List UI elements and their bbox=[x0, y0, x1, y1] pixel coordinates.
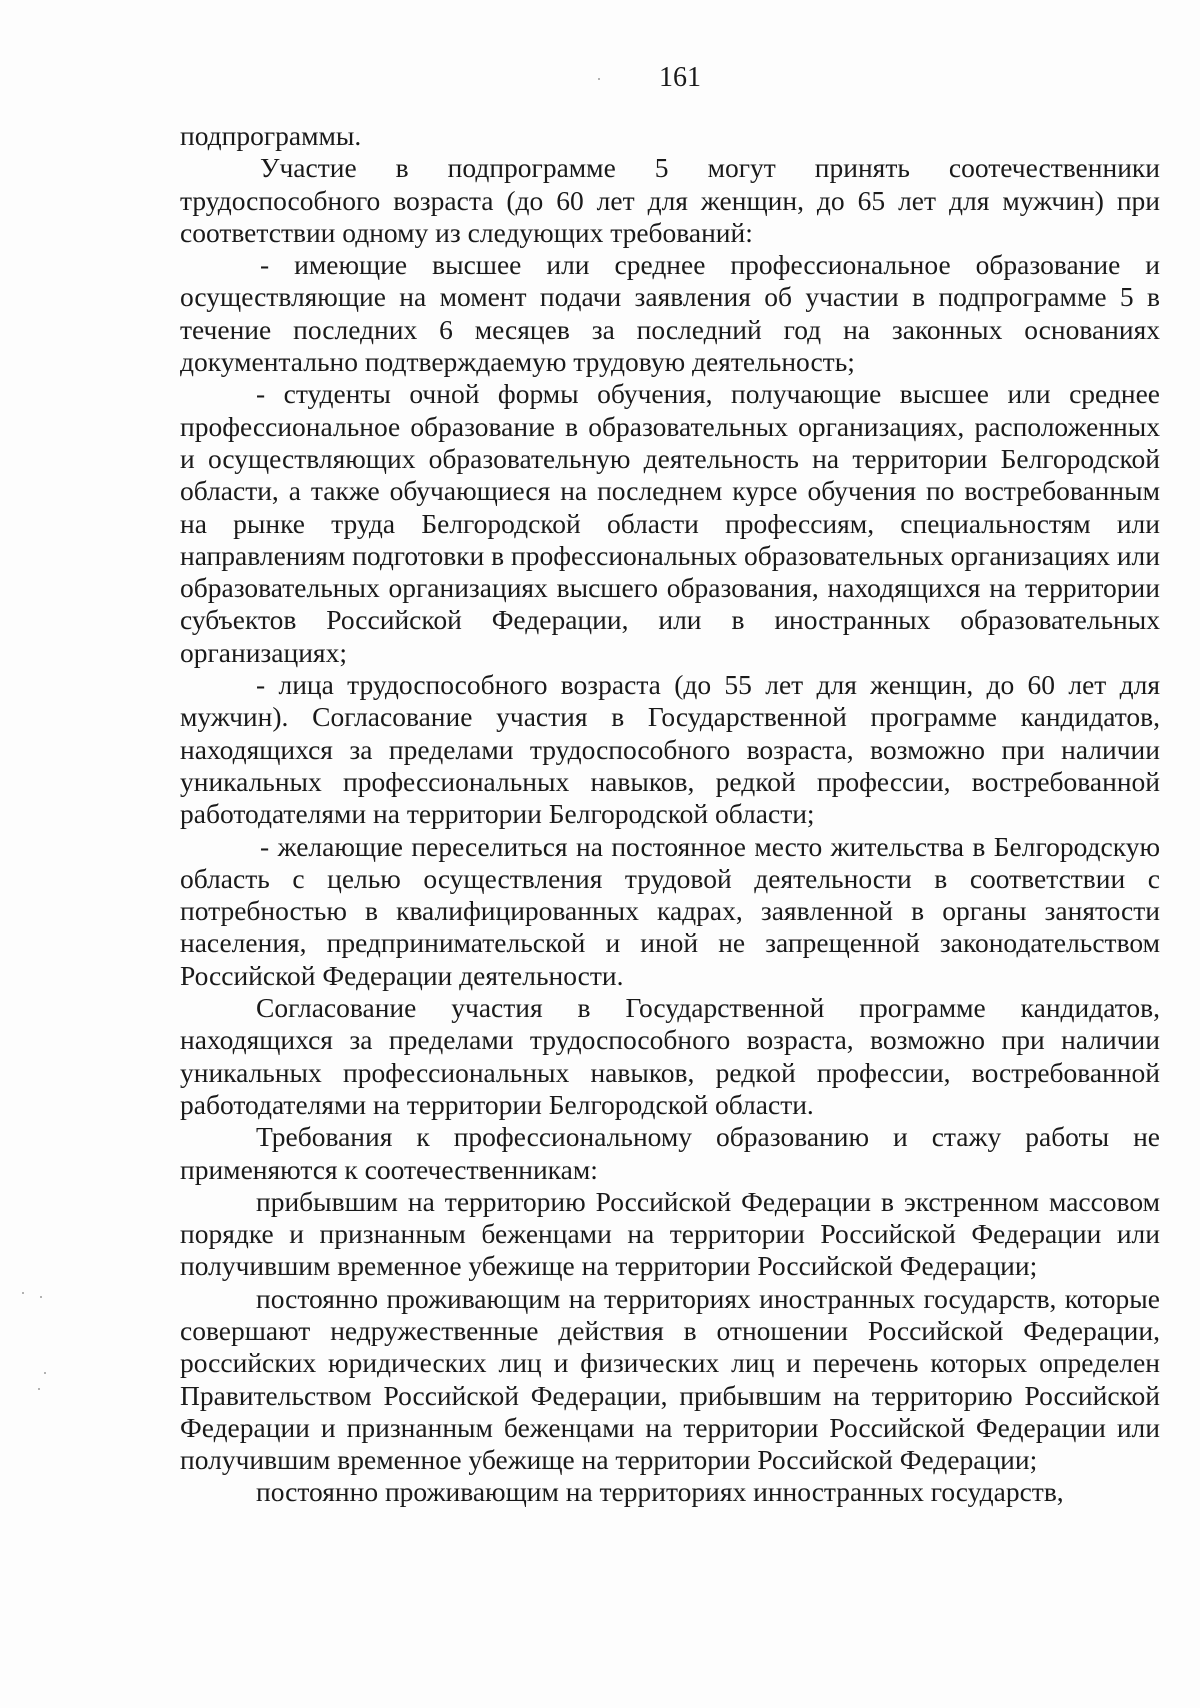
paragraph-continuation: подпрограммы. bbox=[180, 120, 362, 151]
page-number: 161 bbox=[659, 62, 701, 93]
document-body bbox=[180, 120, 1160, 1509]
paragraph-age-approval: Согласование участия в Государственной программе кандидатов, находящихся за пределами трудоспособного возраста, возможно при наличии уникальных профессиональных навыков, редкой профессии, востребованной работодателями на территории Белгородской области. bbox=[180, 992, 1160, 1120]
list-item-higher-education: - имеющие высшее или среднее профессиональное образование и осуществляющие на момент подачи заявления об участии в подпрограмме 5 в течение последних 6 месяцев за последний год на законных основаниях документально подтверждаемую трудовую деятельность; bbox=[180, 249, 1160, 378]
list-item-working-age: - лица трудоспособного возраста (до 55 лет для женщин, до 60 лет для мужчин). Согласование участия в Государственной программе кандидатов, находящихся за пределами трудоспособного возраста, возможно при наличии уникальных профессиональных навыков, редкой профессии, востребованной работодателями на территории Белгородской области; bbox=[180, 669, 1160, 830]
paragraph-exemptions: Требования к профессиональному образованию и стажу работы не применяются к соотечественникам: bbox=[180, 1121, 1160, 1185]
scan-speck bbox=[38, 1388, 40, 1390]
exemption-foreign-residents: постоянно проживающим на территориях инностранных государств, bbox=[256, 1476, 1064, 1508]
list-item-students: - студенты очной формы обучения, получающие высшее или среднее профессиональное образование в образовательных организациях, расположенных и осуществляющих образовательную деятельность на территории Белгородской области, а также обучающиеся на последнем курсе обучения по востребованным на рынке труда Белгородской области профессиям, специальностям или направлениям подготовки в профессиональных образовательных организациях или образовательных организациях высшего образования, находящихся на территории субъектов Российской Федерации, или в иностранных образовательных организациях; bbox=[180, 378, 1160, 668]
list-item-relocation: - желающие переселиться на постоянное место жительства в Белгородскую область с целью осуществления трудовой деятельности в соответствии с потребностью в квалифицированных кадрах, заявленной в органы занятости населения, предпринимательской и иной не запрещенной законодательством Российской Федерации деятельности. bbox=[180, 830, 1160, 991]
exemption-refugees: прибывшим на территорию Российской Федерации в экстренном массовом порядке и признанным беженцами на территории Российской Федерации или получившим временное убежище на территории Российской Федерации; bbox=[180, 1185, 1160, 1282]
scan-speck bbox=[44, 1372, 46, 1374]
paragraph-participation-requirements: Участие в подпрограмме 5 могут принять соотечественники трудоспособного возраста (до 60 лет для женщин, до 65 лет для мужчин) при соответствии одному из следующих требований: bbox=[180, 152, 1160, 248]
exemption-unfriendly-states: постоянно проживающим на территориях иностранных государств, которые совершают недружественные действия в отношении Российской Федерации, российских юридических лиц и физических лиц и перечень которых определен Правительством Российской Федерации, прибывшим на территорию Российской Федерации и признанным беженцами на территории Российской Федерации или получившим временное убежище на территории Российской Федерации; bbox=[180, 1282, 1160, 1476]
scan-speck bbox=[598, 78, 600, 80]
scan-speck bbox=[40, 1296, 42, 1298]
scan-speck bbox=[22, 1292, 24, 1294]
